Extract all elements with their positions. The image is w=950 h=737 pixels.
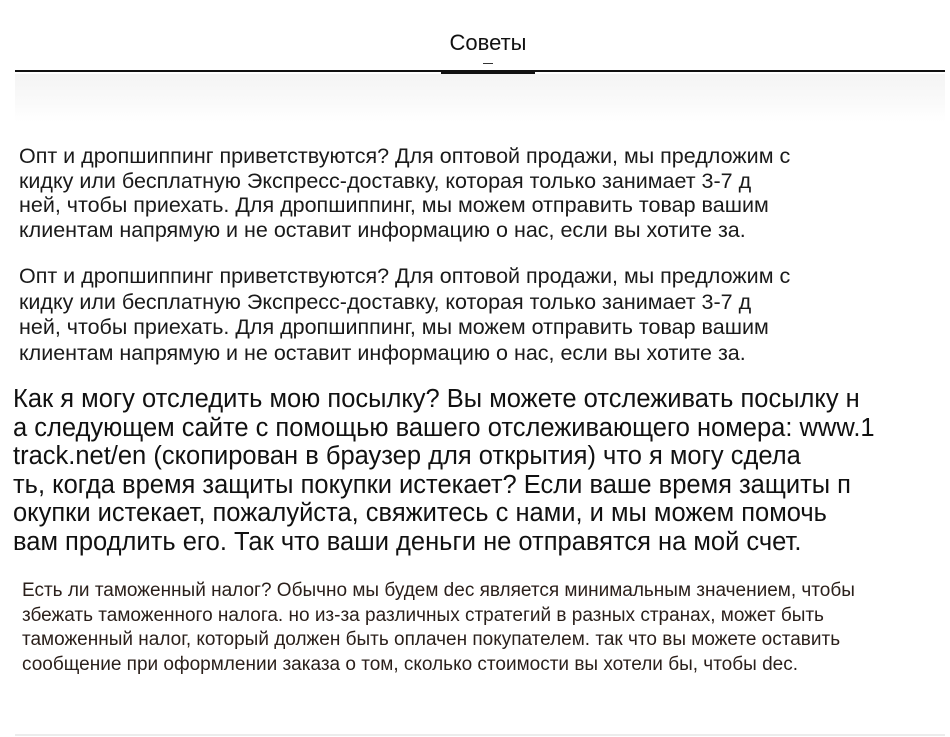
faq-package-tracking: Как я могу отследить мою посылку? Вы можете отслеживать посылку н а следующем сайте с помощью вашего отслеживающего номера: www.1 track.net/en (скопирован в браузер для открытия) что я могу сдела ть, когда время защиты покупки истекает? Если ваше время защиты п окупки истекает, пожалуйста, свяжитесь с нами, и мы можем помочь вам продлить его. Так что ваши деньги не отправятся на мой счет. <box>13 385 875 556</box>
faq-wholesale-dropshipping: Опт и дропшиппинг приветствуются? Для оптовой продажи, мы предложим с кидку или бесплатную Экспресс-доставку, которая только занимает 3-7 д ней, чтобы приехать. Для дропшиппинг, мы можем отправить товар вашим клиентам напрямую и не оставит информацию о нас, если вы хотите за. <box>19 144 791 242</box>
tab-tips-label: Советы <box>449 30 527 55</box>
tab-tips[interactable] <box>441 0 535 72</box>
tab-active-marker <box>483 63 493 64</box>
faq-wholesale-dropshipping-repeat: Опт и дропшиппинг приветствуются? Для оптовой продажи, мы предложим с кидку или бесплатную Экспресс-доставку, которая только занимает 3-7 д ней, чтобы приехать. Для дропшиппинг, мы можем отправить товар вашим клиентам напрямую и не оставит информацию о нас, если вы хотите за. <box>19 264 791 365</box>
section-divider-band <box>15 74 945 122</box>
faq-customs-tax: Есть ли таможенный налог? Обычно мы будем dec является минимальным значением, чтобы збежать таможенного налога. но из-за различных стратегий в разных странах, может быть таможенный налог, который должен быть оплачен покупателем. так что вы можете оставить сообщение при оформлении заказа о том, сколько стоимости вы хотели бы, чтобы dec. <box>22 580 855 675</box>
bottom-divider <box>15 734 945 736</box>
tab-bar <box>15 0 945 72</box>
